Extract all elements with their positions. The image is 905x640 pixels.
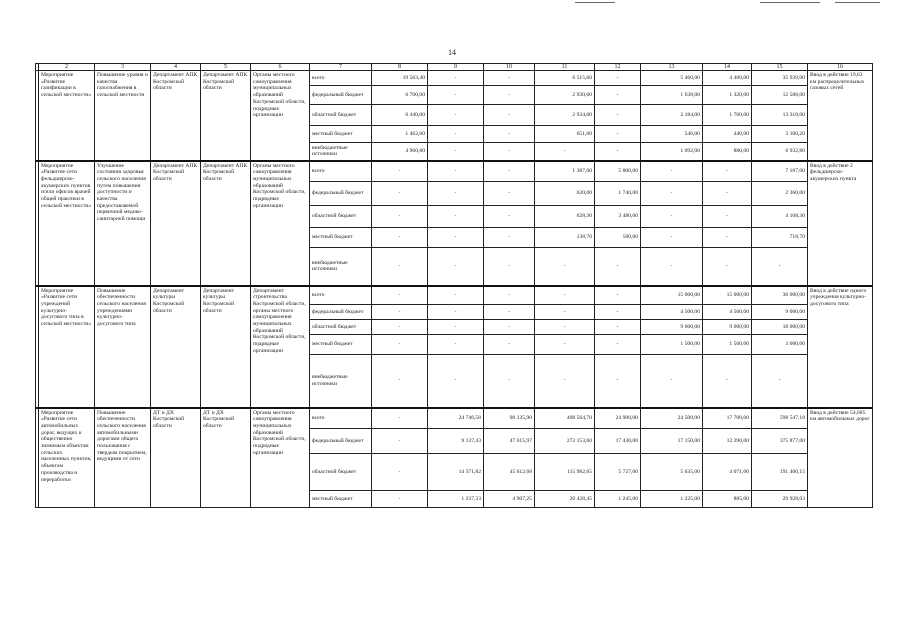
amount-cell: 24 500,00 <box>641 408 703 429</box>
amount-cell: - <box>484 305 535 320</box>
amount-cell: 3 480,00 <box>595 206 641 228</box>
amount-cell: 6 515,60 <box>535 71 595 86</box>
amount-cell: 2 360,00 <box>752 182 808 206</box>
amount-cell: - <box>595 355 641 408</box>
amount-cell: - <box>428 355 484 408</box>
amount-cell: 1 387,00 <box>535 161 595 182</box>
column-number-11: 11 <box>535 64 595 71</box>
amount-cell: - <box>641 228 703 248</box>
amount-cell: - <box>428 105 484 126</box>
amount-cell: - <box>535 248 595 286</box>
amount-cell: 29 928,03 <box>752 491 808 508</box>
scan-top-line-1 <box>575 2 615 3</box>
column-number-4: 4 <box>151 64 201 71</box>
funding-source: внебюджетные источники <box>310 143 372 161</box>
funding-source: областной бюджет <box>310 105 372 126</box>
amount-cell: - <box>428 206 484 228</box>
amount-cell: 47 615,97 <box>484 429 535 454</box>
amount-cell: 1 740,00 <box>595 182 641 206</box>
amount-cell: 598 547,18 <box>752 408 808 429</box>
amount-cell: - <box>428 320 484 335</box>
amount-cell: - <box>535 286 595 305</box>
measure-name: Мероприятие «Развитие газификации в сельской местности» <box>39 71 95 161</box>
amount-cell: 17 430,00 <box>595 429 641 454</box>
amount-cell: 4 500,00 <box>703 305 752 320</box>
amount-cell: 24 746,58 <box>428 408 484 429</box>
column-number-13: 13 <box>641 64 703 71</box>
amount-cell: 19 563,40 <box>372 71 428 86</box>
amount-cell: - <box>428 182 484 206</box>
amount-cell: - <box>703 248 752 286</box>
amount-cell: - <box>372 335 428 355</box>
amount-cell: - <box>641 161 703 182</box>
funding-source: всего <box>310 71 372 86</box>
column-number-3: 3 <box>95 64 151 71</box>
amount-cell: - <box>372 355 428 408</box>
amount-cell: 718,70 <box>752 228 808 248</box>
amount-cell: 2 934,00 <box>535 105 595 126</box>
amount-cell: - <box>428 286 484 305</box>
amount-cell: 45 612,68 <box>484 454 535 491</box>
amount-cell: 20 428,45 <box>535 491 595 508</box>
column-number-1: 1 <box>37 64 40 70</box>
funding-source: всего <box>310 408 372 429</box>
amount-cell: - <box>535 320 595 335</box>
funding-source: областной бюджет <box>310 454 372 491</box>
amount-cell: 6 440,00 <box>372 105 428 126</box>
amount-cell: 35 939,00 <box>752 71 808 86</box>
amount-cell: 440,00 <box>703 126 752 143</box>
funding-source: всего <box>310 161 372 182</box>
amount-cell: 191 400,15 <box>752 454 808 491</box>
amount-cell: - <box>703 182 752 206</box>
funding-source: внебюджетные источники <box>310 248 372 286</box>
measure-responsible: ДТ и ДХ Костромской области <box>201 408 251 508</box>
amount-cell: - <box>428 126 484 143</box>
amount-cell: - <box>703 206 752 228</box>
amount-cell: - <box>372 305 428 320</box>
amount-cell: 5 727,00 <box>595 454 641 491</box>
amount-cell: - <box>484 126 535 143</box>
measure-coordinator: Департамент АПК Костромской области <box>151 161 201 286</box>
amount-cell: - <box>641 206 703 228</box>
amount-cell: 1 638,00 <box>641 86 703 105</box>
column-number-16: 16 <box>808 64 873 71</box>
amount-cell: - <box>428 335 484 355</box>
amount-cell: - <box>372 429 428 454</box>
amount-cell: 3 000,00 <box>752 335 808 355</box>
amount-cell: - <box>484 71 535 86</box>
measure-responsible: Департамент АПК Костромской области <box>201 161 251 286</box>
amount-cell: 18 000,00 <box>752 320 808 335</box>
measure-executors: Департамент строительства Костромской области, органы местного самоуправления муниципальных образований Костромской области, подрядные организации <box>251 286 310 408</box>
column-number-6: 6 <box>251 64 310 71</box>
column-number-7: 7 <box>310 64 372 71</box>
funding-source: федеральный бюджет <box>310 182 372 206</box>
amount-cell: - <box>428 248 484 286</box>
amount-cell: - <box>595 335 641 355</box>
amount-cell: - <box>484 143 535 161</box>
amount-cell: 546,00 <box>641 126 703 143</box>
amount-cell: - <box>703 161 752 182</box>
measure-result: Ввод в действие 19,63 км распределительных газовых сетей <box>808 71 873 161</box>
amount-cell: 17 700,00 <box>703 408 752 429</box>
amount-cell: 1 092,00 <box>641 143 703 161</box>
funding-source: всего <box>310 286 372 305</box>
amount-cell: 651,60 <box>535 126 595 143</box>
amount-cell: - <box>484 161 535 182</box>
amount-cell: 4 907,25 <box>484 491 535 508</box>
amount-cell: 4 400,00 <box>703 71 752 86</box>
amount-cell: - <box>535 335 595 355</box>
column-number-9: 9 <box>428 64 484 71</box>
amount-cell: 880,00 <box>703 143 752 161</box>
amount-cell: 4 960,80 <box>372 143 428 161</box>
funding-source: федеральный бюджет <box>310 305 372 320</box>
amount-cell: - <box>372 286 428 305</box>
column-number-5: 5 <box>201 64 251 71</box>
amount-cell: 4 500,00 <box>641 305 703 320</box>
amount-cell: - <box>372 228 428 248</box>
amount-cell: - <box>484 86 535 105</box>
amount-cell: 885,00 <box>703 491 752 508</box>
funding-source: федеральный бюджет <box>310 429 372 454</box>
amount-cell: - <box>703 355 752 408</box>
amount-cell: 30 000,00 <box>752 286 808 305</box>
amount-cell: - <box>372 491 428 508</box>
column-number-12: 12 <box>595 64 641 71</box>
amount-cell: 12 390,00 <box>703 429 752 454</box>
measure-goal: Повышение обеспеченности сельского населения учреждениями культурно-досугового типа <box>95 286 151 408</box>
amount-cell: - <box>752 248 808 286</box>
column-number-8: 8 <box>372 64 428 71</box>
amount-cell: 12 588,00 <box>752 86 808 105</box>
amount-cell: - <box>428 161 484 182</box>
amount-cell: - <box>641 355 703 408</box>
amount-cell: 138,70 <box>535 228 595 248</box>
column-number-15: 15 <box>752 64 808 71</box>
funding-source: областной бюджет <box>310 206 372 228</box>
measure-goal: Улучшение состояния здоровья сельского населения путем повышения доступности и качества предоставляемой первичной медико-санитарной помощи <box>95 161 151 286</box>
amount-cell: 5 635,00 <box>641 454 703 491</box>
measure-coordinator: Департамент АПК Костромской области <box>151 71 201 161</box>
amount-cell: - <box>372 454 428 491</box>
column-number-row <box>36 64 873 71</box>
amount-cell: 1 245,00 <box>595 491 641 508</box>
amount-cell: 408 564,70 <box>535 408 595 429</box>
amount-cell: 620,00 <box>535 182 595 206</box>
amount-cell: 13 318,00 <box>752 105 808 126</box>
amount-cell: 272 153,60 <box>535 429 595 454</box>
column-number-10: 10 <box>484 64 535 71</box>
funding-source: местный бюджет <box>310 335 372 355</box>
amount-cell: 3 100,20 <box>752 126 808 143</box>
amount-cell: - <box>484 286 535 305</box>
amount-cell: - <box>372 320 428 335</box>
amount-cell: - <box>535 305 595 320</box>
amount-cell: 98 135,90 <box>484 408 535 429</box>
amount-cell: - <box>372 408 428 429</box>
amount-cell: - <box>595 143 641 161</box>
amount-cell: - <box>484 248 535 286</box>
amount-cell: - <box>428 143 484 161</box>
amount-cell: - <box>428 305 484 320</box>
amount-cell: - <box>428 71 484 86</box>
amount-cell: - <box>703 228 752 248</box>
amount-cell: - <box>372 182 428 206</box>
program-measures-table <box>35 63 873 508</box>
funding-source: местный бюджет <box>310 228 372 248</box>
table-row <box>36 161 873 182</box>
measure-executors: Органы местного самоуправления муниципальных образований Костромской области, подрядные организации <box>251 71 310 161</box>
amount-cell: - <box>484 182 535 206</box>
measure-responsible: Департамент АПК Костромской области <box>201 71 251 161</box>
amount-cell: 628,30 <box>535 206 595 228</box>
measure-goal: Повышение обеспеченности сельского населения автомобильными дорогами общего пользования с твердым покрытием, ведущими от сети <box>95 408 151 508</box>
amount-cell: - <box>535 143 595 161</box>
funding-source: областной бюджет <box>310 320 372 335</box>
amount-cell: - <box>484 105 535 126</box>
measure-result: Ввод в действие 54,685 км автомобильных дорог <box>808 408 873 508</box>
column-number-2: 2 <box>39 64 95 71</box>
amount-cell: 1 462,60 <box>372 126 428 143</box>
amount-cell: - <box>484 355 535 408</box>
measure-executors: Органы местного самоуправления муниципальных образований Костромской области, подрядные организации <box>251 408 310 508</box>
amount-cell: 1 500,00 <box>703 335 752 355</box>
amount-cell: 9 000,00 <box>641 320 703 335</box>
amount-cell: - <box>641 182 703 206</box>
amount-cell: - <box>428 86 484 105</box>
amount-cell: - <box>595 71 641 86</box>
measure-coordinator: Департамент культуры Костромской области <box>151 286 201 408</box>
amount-cell: - <box>484 228 535 248</box>
amount-cell: 4 108,30 <box>752 206 808 228</box>
scan-top-line-2 <box>760 2 820 3</box>
amount-cell: 1 320,00 <box>703 86 752 105</box>
amount-cell: 14 371,82 <box>428 454 484 491</box>
amount-cell: - <box>372 206 428 228</box>
measure-result: Ввод в действие 2 фельдшерско-акушерских пункта <box>808 161 873 286</box>
amount-cell: - <box>372 248 428 286</box>
measure-result: Ввод в действие одного учреждения культурно-досугового типа <box>808 286 873 408</box>
amount-cell: - <box>595 105 641 126</box>
amount-cell: - <box>484 206 535 228</box>
amount-cell: 580,00 <box>595 228 641 248</box>
funding-source: местный бюджет <box>310 491 372 508</box>
amount-cell: 6 700,00 <box>372 86 428 105</box>
amount-cell: - <box>595 126 641 143</box>
amount-cell: 5 460,00 <box>641 71 703 86</box>
amount-cell: 1 500,00 <box>641 335 703 355</box>
amount-cell: 17 150,00 <box>641 429 703 454</box>
amount-cell: - <box>595 320 641 335</box>
measure-name: Мероприятие «Развитие сети фельдшерско-акушерских пунктов и/или офисов врачей общей практики в сельской местности» <box>39 161 95 286</box>
amount-cell: 1 225,00 <box>641 491 703 508</box>
measure-name: Мероприятие «Развитие сети учреждений культурно-досугового типа в сельской местности» <box>39 286 95 408</box>
measure-coordinator: ДТ и ДХ Костромской области <box>151 408 201 508</box>
amount-cell: - <box>752 355 808 408</box>
amount-cell: 6 932,80 <box>752 143 808 161</box>
table-row <box>36 71 873 86</box>
amount-cell: 4 071,00 <box>703 454 752 491</box>
amount-cell: - <box>428 228 484 248</box>
amount-cell: 15 000,00 <box>641 286 703 305</box>
amount-cell: - <box>641 248 703 286</box>
amount-cell: - <box>372 161 428 182</box>
funding-source: местный бюджет <box>310 126 372 143</box>
amount-cell: 9 000,00 <box>752 305 808 320</box>
measure-executors: Органы местного самоуправления муниципальных образований Костромской области, подрядные организации <box>251 161 310 286</box>
scan-top-line-3 <box>835 2 880 3</box>
amount-cell: 375 877,00 <box>752 429 808 454</box>
page-number: 14 <box>448 48 456 57</box>
column-number-14: 14 <box>703 64 752 71</box>
measure-name: Мероприятие «Развитие сети автомобильных дорог, ведущих к общественно значимым объектам сельских населенных пунктов, объектам производства и переработки <box>39 408 95 508</box>
amount-cell: 5 800,00 <box>595 161 641 182</box>
amount-cell: - <box>484 335 535 355</box>
amount-cell: - <box>595 86 641 105</box>
amount-cell: 9 137,43 <box>428 429 484 454</box>
table-row <box>36 286 873 305</box>
funding-source: внебюджетные источники <box>310 355 372 408</box>
measure-goal: Повышение уровня и качества газоснабжения в сельской местности <box>95 71 151 161</box>
amount-cell: - <box>595 248 641 286</box>
amount-cell: 2 930,00 <box>535 86 595 105</box>
amount-cell: 1 760,00 <box>703 105 752 126</box>
amount-cell: 1 237,33 <box>428 491 484 508</box>
amount-cell: 2 184,00 <box>641 105 703 126</box>
amount-cell: - <box>535 355 595 408</box>
measure-responsible: Департамент культуры Костромской области <box>201 286 251 408</box>
amount-cell: 9 000,00 <box>703 320 752 335</box>
amount-cell: - <box>595 286 641 305</box>
amount-cell: - <box>484 320 535 335</box>
table-row <box>36 408 873 429</box>
amount-cell: 115 982,65 <box>535 454 595 491</box>
amount-cell: - <box>595 305 641 320</box>
funding-source: федеральный бюджет <box>310 86 372 105</box>
amount-cell: 24 900,00 <box>595 408 641 429</box>
amount-cell: 15 000,00 <box>703 286 752 305</box>
amount-cell: 7 187,00 <box>752 161 808 182</box>
